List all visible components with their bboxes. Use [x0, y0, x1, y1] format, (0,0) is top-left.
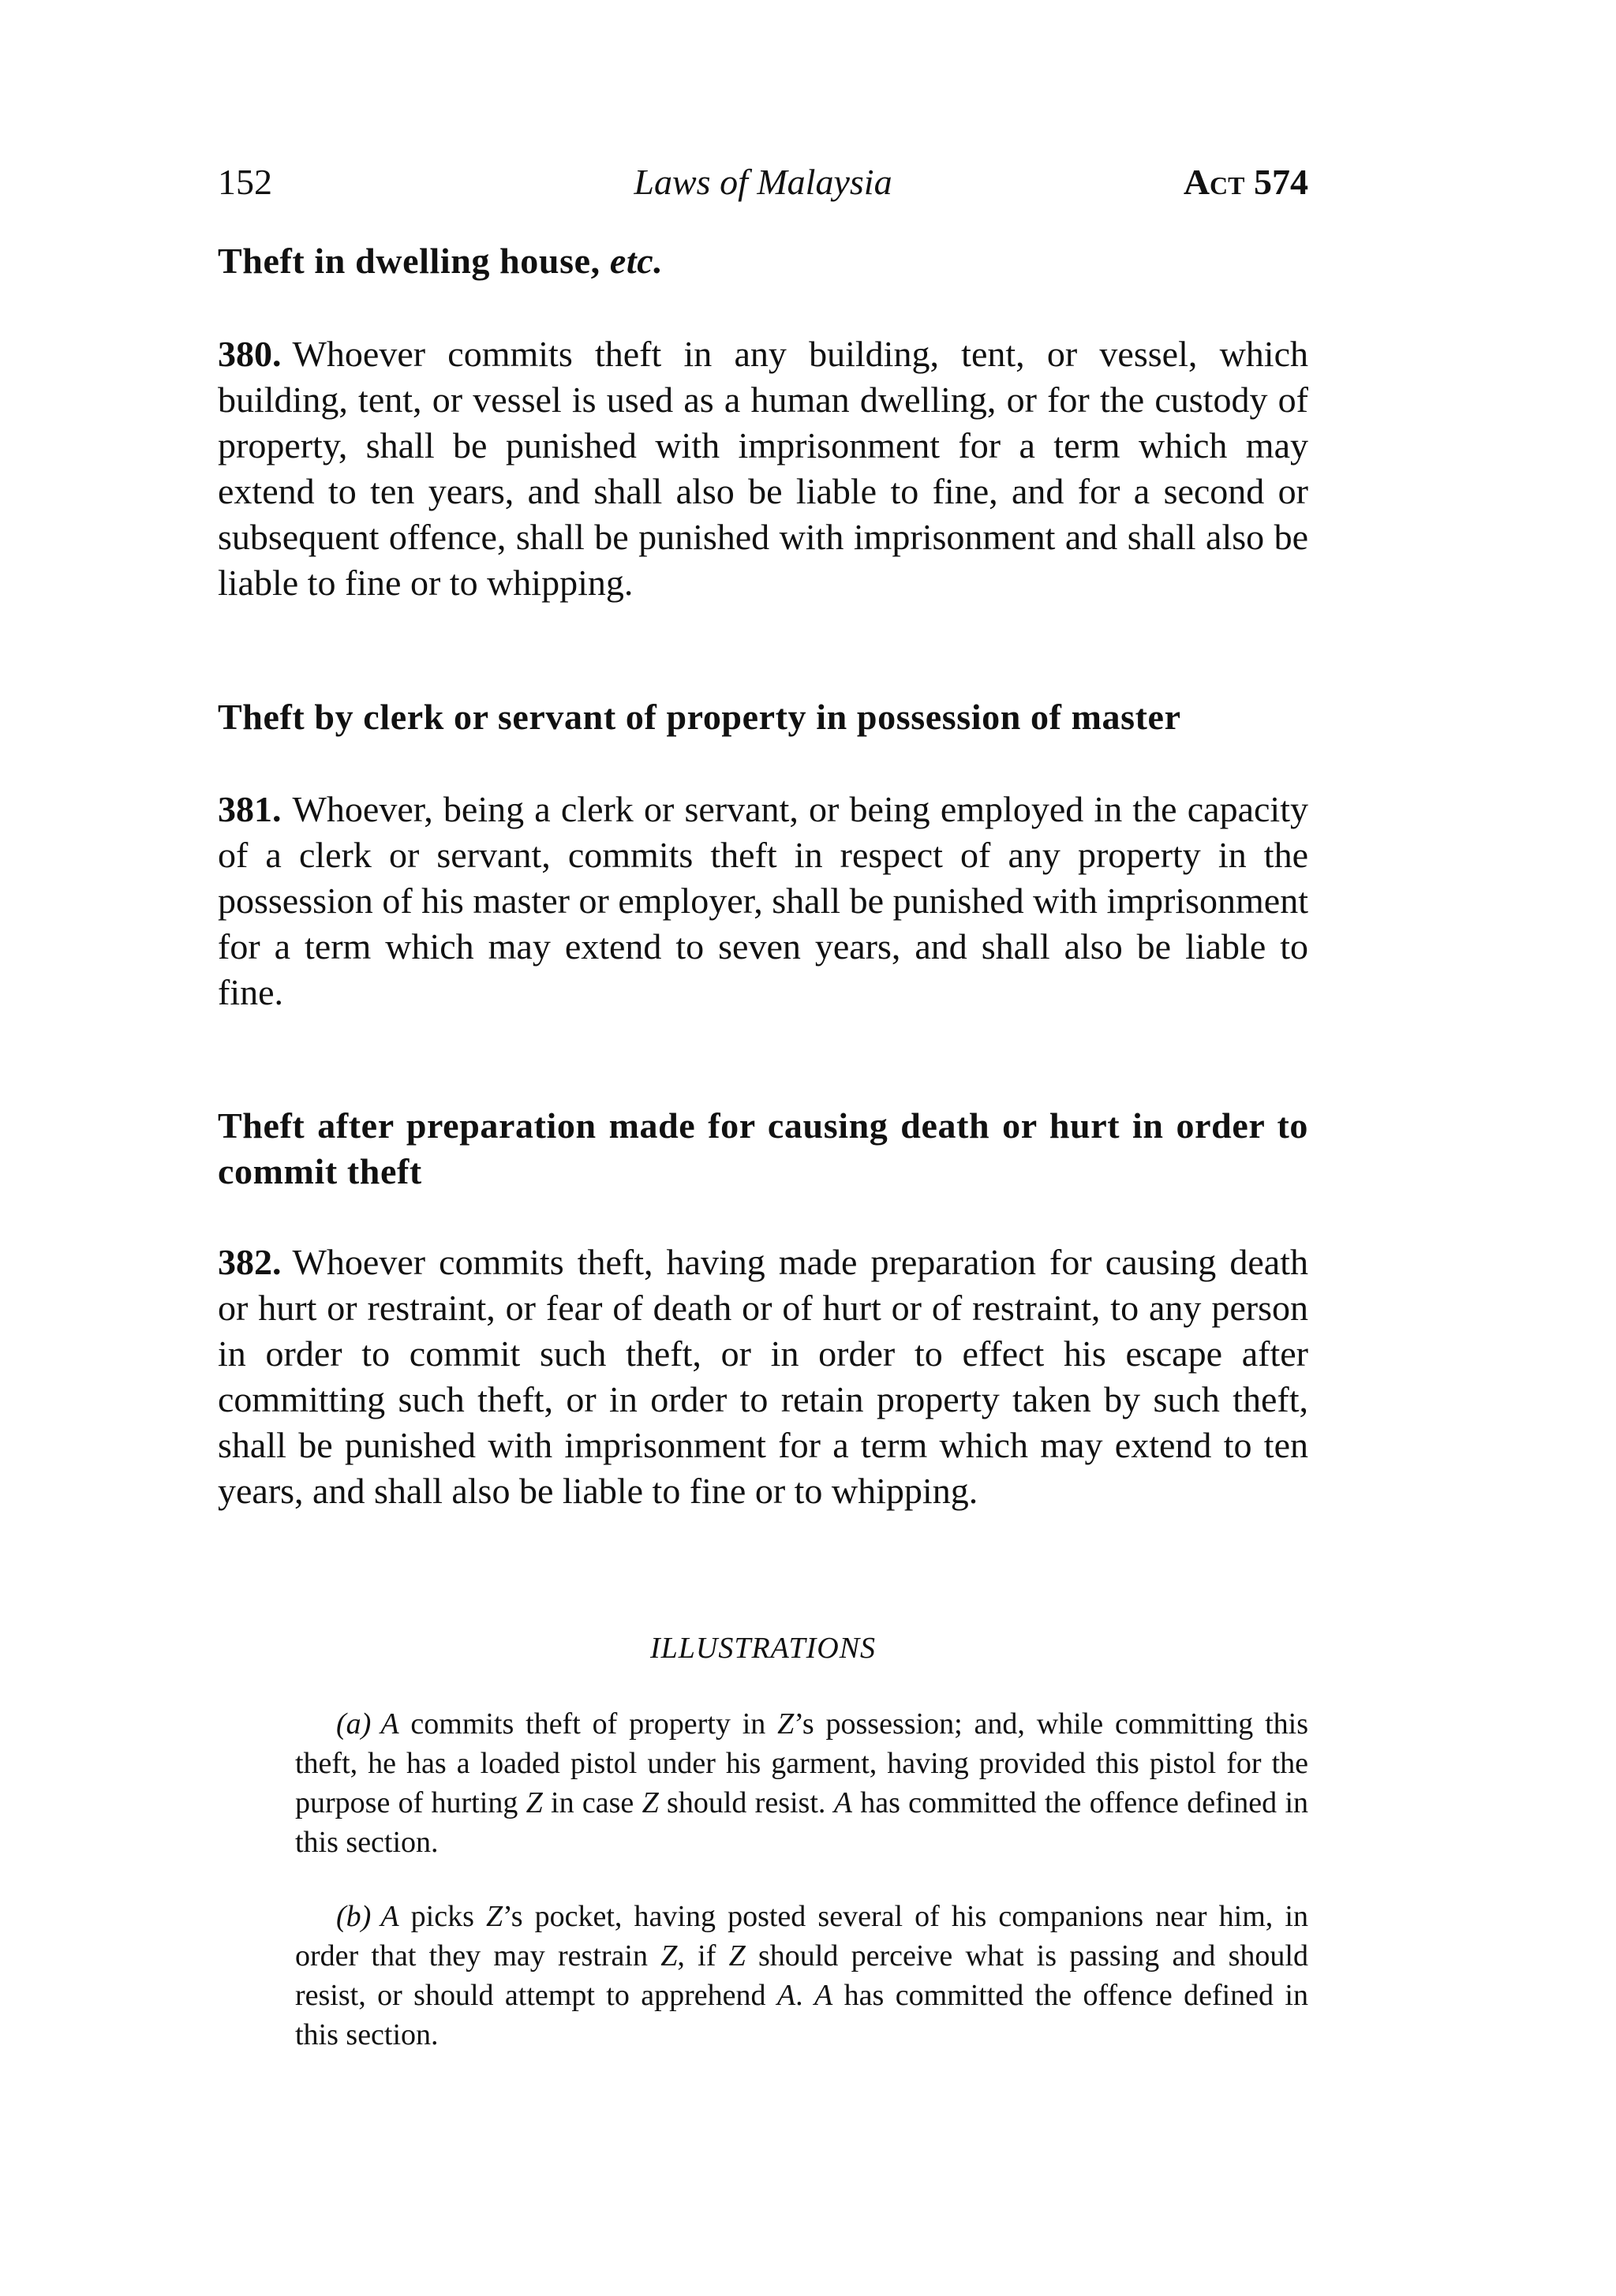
section-382-heading: Theft after preparation made for causing death or hurt in order to commit theft [218, 1105, 1308, 1191]
section-380-number: 380. [218, 334, 282, 374]
illustration-b-party: A [380, 1900, 399, 1933]
section-382-text: Whoever commits theft, having made preparation for causing death or hurt or restraint, or fear of death or of hurt or of restraint, to any person in order to commit such theft, or in order to effect his escape after committing such theft, or in order to retain property taken by such theft, shall be punished with imprisonment for a term which may extend to ten years, and shall also be liable to fine or to whipping. [218, 1242, 1308, 1511]
section-382-body [218, 1240, 1308, 1514]
section-380-heading-text: Theft in dwelling house, [218, 241, 610, 281]
page-number: 152 [218, 162, 272, 202]
illustration-a-text: ’s possession; and, while committing this theft, he has a loaded pistol under his garment, having provided this pistol for the purpose of hurting [295, 1707, 1309, 1819]
publication-title: Laws of Malaysia [634, 162, 892, 202]
illustration-b [295, 1897, 1308, 2055]
illustration-b-text: . [795, 1979, 815, 2012]
illustration-b-text: picks [398, 1900, 486, 1933]
illustration-b-party: A [776, 1979, 796, 2012]
act-number: 574 [1254, 162, 1308, 202]
section-381-body [218, 787, 1308, 1015]
illustrations-title: ILLUSTRATIONS [649, 1632, 877, 1665]
illustration-a-party: A [380, 1707, 399, 1741]
illustration-a-text: has committed the offence defined in this section. [295, 1786, 1309, 1859]
section-380-text: Whoever commits theft in any building, tent, or vessel, which building, tent, or vessel is used as a human dwelling, or for the custody of property, shall be punished with imprisonment for a term which may extend to ten years, and shall also be liable to fine, and for a second or subsequent offence, shall be punished with imprisonment and shall also be liable to fine or to whipping. [218, 334, 1308, 603]
illustration-a-mark: (a) [336, 1707, 372, 1741]
section-382-number: 382. [218, 1242, 282, 1282]
section-381-text: Whoever, being a clerk or servant, or being employed in the capacity of a clerk or servant, commits theft in respect of any property in the possession of his master or employer, shall be punished with imprisonment for a term which may extend to seven years, and shall also be liable to fine. [218, 789, 1308, 1012]
act-prefix: Act [1183, 162, 1245, 202]
illustration-b-party: A [814, 1979, 833, 2012]
illustration-a-party: Z [777, 1707, 795, 1741]
illustration-b-text: , if [677, 1939, 729, 1973]
illustration-b-text: should perceive what is passing and should resist, or should attempt to apprehend [295, 1939, 1308, 2012]
illustration-b-party: Z [660, 1939, 678, 1973]
section-380-body [218, 331, 1308, 606]
illustration-a-party: Z [642, 1786, 659, 1819]
illustration-b-mark: (b) [336, 1900, 372, 1933]
illustration-a-text: commits theft of property in [398, 1707, 778, 1741]
illustration-b-text: has committed the offence defined in this section. [295, 1979, 1308, 2051]
running-header [218, 155, 1308, 210]
illustration-b-text: ’s pocket, having posted several of his companions near him, in order that they may restrain [295, 1900, 1308, 1973]
illustration-b-party: Z [728, 1939, 746, 1973]
illustration-a-party: Z [526, 1786, 543, 1819]
section-380-heading-italic: etc. [609, 241, 664, 281]
illustration-a [295, 1704, 1308, 1862]
section-381-heading: Theft by clerk or servant of property in possession of master [218, 697, 1181, 737]
illustration-a-party: A [833, 1786, 852, 1819]
act-label [1184, 155, 1308, 210]
section-380-heading [218, 238, 1308, 284]
illustration-a-text: should resist. [658, 1786, 834, 1819]
section-381-number: 381. [218, 789, 282, 829]
illustration-b-party: Z [486, 1900, 503, 1933]
illustration-a-text: in case [542, 1786, 642, 1819]
